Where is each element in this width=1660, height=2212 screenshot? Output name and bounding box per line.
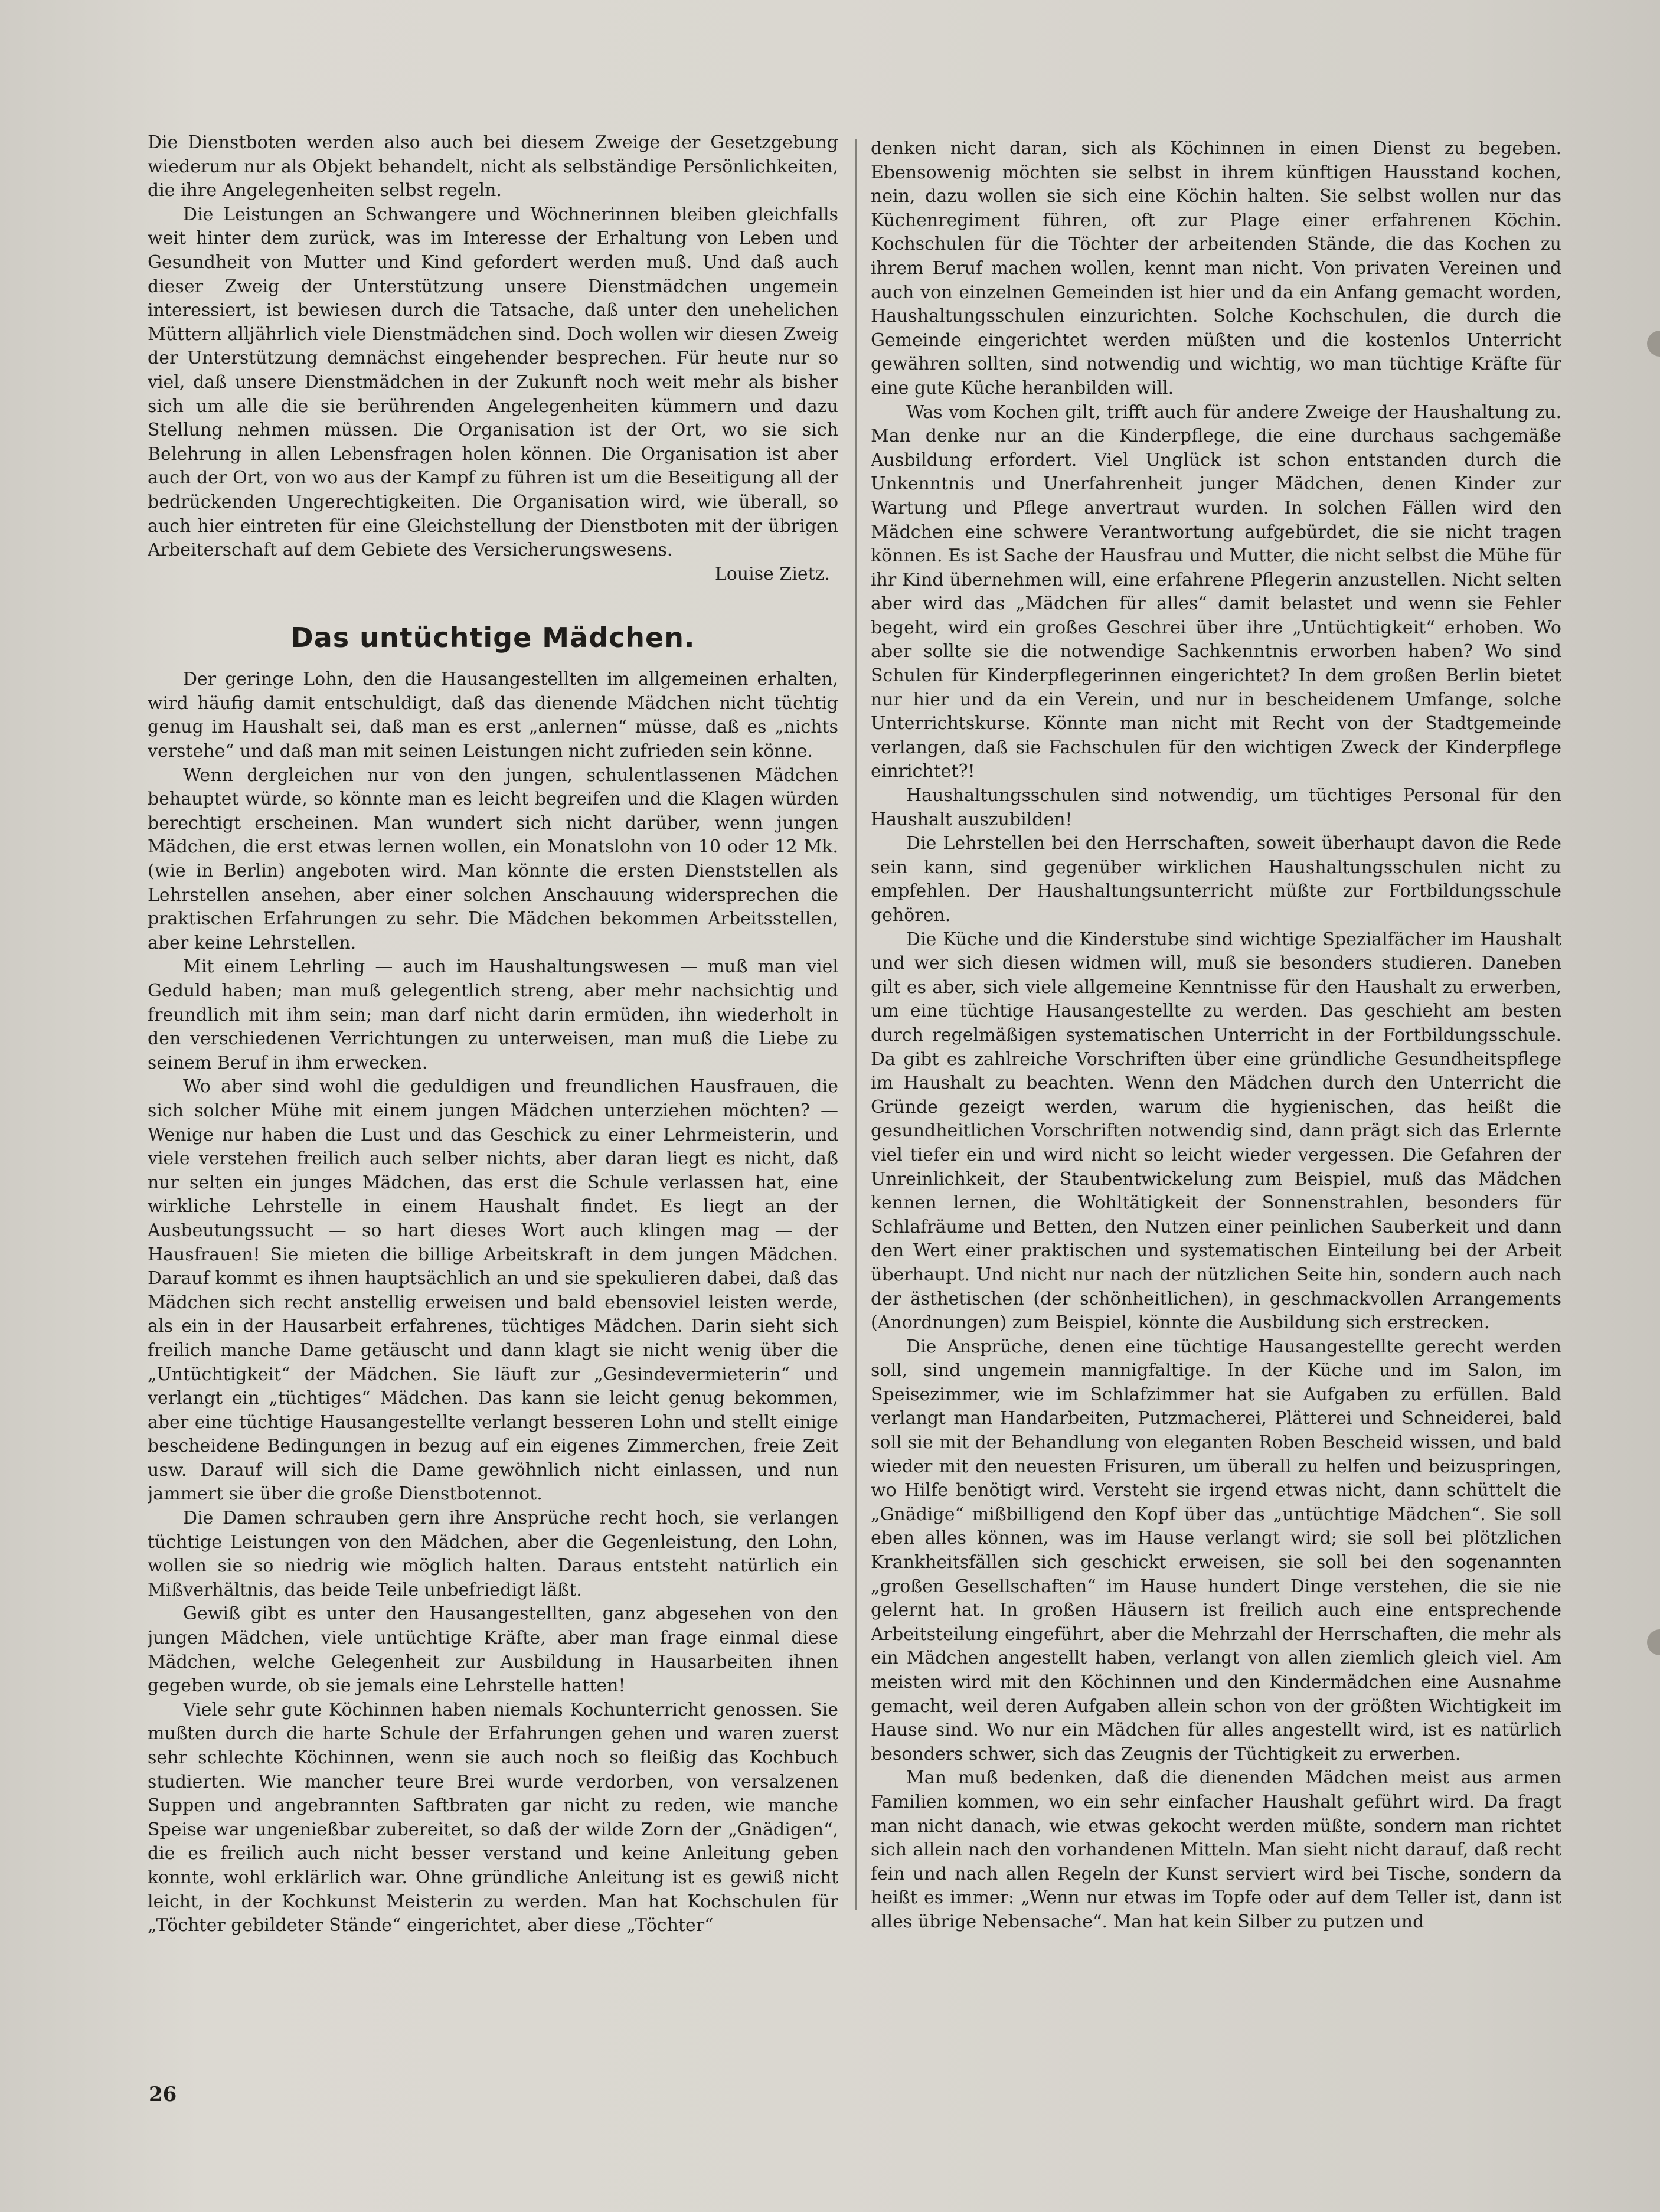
right-paragraph-6: Die Ansprüche, denen eine tüchtige Hausangestellte gerecht werden soll, sind ungemein mannigfaltige. In der Küche und im Salon, im Speisezimmer, wie im Schlafzimmer hat sie Aufgaben zu erfüllen. Bald verlangt man Handarbeiten, Putzmacherei, Plätterei und Schneiderei, bald soll sie mit der Behandlung von eleganten Roben Bescheid wissen, und bald wieder mit den neuesten Frisuren, um überall zu helfen und beizuspringen, wo Hilfe benötigt wird. Versteht sie irgend etwas nicht, dann schüttelt die „Gnädige“ mißbilligend den Kopf über das „untüchtige Mädchen“. Sie soll eben alles können, was im Hause verlangt wird; sie soll bei plötzlichen Krankheitsfällen sich geschickt erweisen, sie soll bei den sogenannten „großen Gesellschaften“ im Hause hundert Dinge verstehen, die sie nie gelernt hat. In großen Häusern ist freilich auch eine entsprechende Arbeitsteilung eingeführt, aber die Mehrzahl der Herrschaften, die mehr als ein Mädchen angestellt haben, verlangt von allen ziemlich gleich viel. Am meisten wird mit den Köchinnen und den Kindermädchen eine Ausnahme gemacht, weil deren Aufgaben allein schon von der größten Wichtigkeit im Hause sind. Wo nur ein Mädchen für alles angestellt wird, ist es natürlich besonders schwer, sich das Zeugnis der Tüchtigkeit zu erwerben. xyxy=(871,1336,1561,1765)
author-signature: Louise Zietz. xyxy=(714,563,830,584)
right-paragraph-1: denken nicht daran, sich als Köchinnen in einen Dienst zu begeben. Ebensowenig möchten sie selbst in ihrem künftigen Hausstand kochen, nein, dazu wollen sie sich eine Köchin halten. Sie selbst wollen nur das Küchenregiment führen, oft zur Plage einer erfahrenen Köchin. Kochschulen für die Töchter der arbeitenden Stände, die das Kochen zu ihrem Beruf machen wollen, kennt man nicht. Von privaten Vereinen und auch von einzelnen Gemeinden ist hier und da ein Anfang gemacht worden, Haushaltungsschulen einzurichten. Solche Kochschulen, die durch die Gemeinde eingerichtet werden müßten und die kostenlos Unterricht gewähren sollten, sind notwendig und wichtig, wo man tüchtige Kräfte für eine gute Küche heranbilden will. xyxy=(871,138,1561,398)
article-heading: Das untüchtige Mädchen. xyxy=(290,622,695,654)
article-paragraph-4: Wo aber sind wohl die geduldigen und freundlichen Hausfrauen, die sich solcher Mühe mit einem jungen Mädchen unterziehen möchten? — Wenige nur haben die Lust und das Geschick zu einer Lehrmeisterin, und viele verstehen freilich auch selber nichts, aber daran liegt es nicht, daß nur selten ein junges Mädchen, das erst die Schule verlassen hat, eine wirkliche Lehrstelle in einem Haushalt findet. Es liegt an der Ausbeutungssucht — so hart dieses Wort auch klingen mag — der Hausfrauen! Sie mieten die billige Arbeitskraft in dem jungen Mädchen. Darauf kommt es ihnen hauptsächlich an und sie spekulieren dabei, daß das Mädchen sich recht anstellig erweisen und bald ebensoviel leisten werde, als ein in der Hausarbeit erfahrenes, tüchtiges Mädchen. Darin sieht sich freilich manche Dame getäuscht und dann klagt sie nicht wenig über die „Untüchtigkeit“ der Mädchen. Sie läuft zur „Gesindevermieterin“ und verlangt ein „tüchtiges“ Mädchen. Das kann sie leicht genug bekommen, aber eine tüchtige Hausangestellte verlangt besseren Lohn und stellt einige bescheidene Bedingungen in bezug auf ein eigenes Zimmerchen, freie Zeit usw. Darauf will sich die Dame gewöhnlich nicht einlassen, und nun jammert sie über die große Dienstbotennot. xyxy=(148,1076,838,1505)
left-column xyxy=(148,131,838,2100)
article-paragraph-5: Die Damen schrauben gern ihre Ansprüche recht hoch, sie verlangen tüchtige Leistungen von den Mädchen, aber die Gegenleistung, den Lohn, wollen sie so niedrig wie möglich halten. Daraus entsteht natürlich ein Mißverhältnis, das beide Teile unbefriedigt läßt. xyxy=(148,1508,838,1600)
intro-paragraph-2: Die Leistungen an Schwangere und Wöchnerinnen bleiben gleichfalls weit hinter dem zurück, was im Interesse der Erhaltung von Leben und Gesundheit von Mutter und Kind gefordert werden muß. Und daß auch dieser Zweig der Unterstützung unsere Dienstmädchen ungemein interessiert, ist bewiesen durch die Tatsache, daß unter den unehelichen Müttern alljährlich viele Dienstmädchen sind. Doch wollen wir diesen Zweig der Unterstützung demnächst eingehender besprechen. Für heute nur so viel, daß unsere Dienstmädchen in der Zukunft noch weit mehr als bisher sich um alle die sie berührenden Angelegenheiten kümmern und dazu Stellung nehmen müssen. Die Organisation ist der Ort, wo sie sich Belehrung in allen Lebensfragen holen können. Die Organisation ist aber auch der Ort, von wo aus der Kampf zu führen ist um die Beseitigung all der bedrückenden Ungerechtigkeiten. Die Organisation wird, wie überall, so auch hier eintreten für eine Gleichstellung der Dienstboten mit der übrigen Arbeiterschaft auf dem Gebiete des Versicherungswesens. xyxy=(148,204,838,561)
binding-hole xyxy=(1647,1629,1660,1655)
article-paragraph-2: Wenn dergleichen nur von den jungen, schulentlassenen Mädchen behauptet würde, so könnte man es leicht begreifen und die Klagen würden berechtigt erscheinen. Man wundert sich nicht darüber, wenn jungen Mädchen, die erst etwas lernen wollen, ein Monatslohn von 10 oder 12 Mk. (wie in Berlin) angeboten wird. Man könnte die ersten Dienststellen als Lehrstellen ansehen, aber einer solchen Anschauung widersprechen die praktischen Erfahrungen zu sehr. Die Mädchen bekommen Arbeitsstellen, aber keine Lehrstellen. xyxy=(148,764,838,953)
article-paragraph-7: Viele sehr gute Köchinnen haben niemals Kochunterricht genossen. Sie mußten durch die harte Schule der Erfahrungen gehen und waren zuerst sehr schlechte Köchinnen, wenn sie auch noch so fleißig das Kochbuch studierten. Wie mancher teure Brei wurde verdorben, von versalzenen Suppen und angebrannten Saftbraten gar nicht zu reden, wie manche Speise war ungenießbar zubereitet, so daß der wilde Zorn der „Gnädigen“, die es freilich auch nicht besser verstand und keine Anleitung geben konnte, wohl erklärlich war. Ohne gründliche Anleitung ist es gewiß nicht leicht, in der Kochkunst Meisterin zu werden. Man hat Kochschulen für „Töchter gebildeter Stände“ eingerichtet, aber diese „Töchter“ xyxy=(148,1699,838,1936)
right-paragraph-4: Die Lehrstellen bei den Herrschaften, soweit überhaupt davon die Rede sein kann, sind gegenüber wirklichen Haushaltungsschulen nicht zu empfehlen. Der Haushaltungsunterricht müßte zur Fortbildungsschule gehören. xyxy=(871,833,1561,926)
right-paragraph-7: Man muß bedenken, daß die dienenden Mädchen meist aus armen Familien kommen, wo ein sehr einfacher Haushalt geführt wird. Da fragt man nicht danach, wie etwas gekocht werden müßte, sondern man richtet sich allein nach den vorhandenen Mitteln. Man sieht nicht darauf, daß recht fein und nach allen Regeln der Kunst serviert wird bei Tische, sondern da heißt es immer: „Wenn nur etwas im Topfe oder auf dem Teller ist, dann ist alles übrige Nebensache“. Man hat kein Silber zu putzen und xyxy=(871,1767,1561,1932)
article-paragraph-3: Mit einem Lehrling — auch im Haushaltungswesen — muß man viel Geduld haben; man muß gelegentlich streng, aber mehr nachsichtig und freundlich mit ihm sein; man darf nicht darin ermüden, ihn wiederholt in den verschiedenen Verrichtungen zu unterweisen, man muß die Liebe zu seinem Beruf in ihm erwecken. xyxy=(148,956,838,1073)
article-paragraph-1: Der geringe Lohn, den die Hausangestellten im allgemeinen erhalten, wird häufig damit entschuldigt, daß das dienende Mädchen nicht tüchtig genug im Haushalt sei, daß man es erst „anlernen“ müsse, daß es „nichts verstehe“ und daß man mit seinen Leistungen nicht zufrieden sein könne. xyxy=(148,669,838,762)
binding-hole xyxy=(1647,331,1660,357)
page-number: 26 xyxy=(149,2083,177,2106)
intro-paragraph-1: Die Dienstboten werden also auch bei diesem Zweige der Gesetzgebung wiederum nur als Objekt behandelt, nicht als selbständige Persönlichkeiten, die ihre Angelegenheiten selbst regeln. xyxy=(148,132,838,201)
right-column xyxy=(871,137,1561,2100)
article-paragraph-6: Gewiß gibt es unter den Hausangestellten, ganz abgesehen von den jungen Mädchen, viele untüchtige Kräfte, aber man frage einmal diese Mädchen, welche Gelegenheit zur Ausbildung in Hausarbeiten ihnen gegeben wurde, ob sie jemals eine Lehrstelle hatten! xyxy=(148,1603,838,1697)
column-divider xyxy=(855,139,857,1910)
right-paragraph-3: Haushaltungsschulen sind notwendig, um tüchtiges Personal für den Haushalt auszubilden! xyxy=(871,785,1561,830)
right-paragraph-2: Was vom Kochen gilt, trifft auch für andere Zweige der Haushaltung zu. Man denke nur an die Kinderpflege, die eine durchaus sachgemäße Ausbildung erfordert. Viel Unglück ist schon entstanden durch die Unkenntnis und Unerfahrenheit junger Mädchen, denen Kinder zur Wartung und Pflege anvertraut wurden. In solchen Fällen wird den Mädchen eine schwere Verantwortung aufgebürdet, die sie nicht tragen können. Es ist Sache der Hausfrau und Mutter, die nicht selbst die Mühe für ihr Kind übernehmen will, eine erfahrene Pflegerin anzustellen. Nicht selten aber wird das „Mädchen für alles“ damit belastet und wenn sie Fehler begeht, wird ein großes Geschrei über ihre „Untüchtigkeit“ erhoben. Wo aber sollte sie die notwendige Sachkenntnis erworben haben? Wo sind Schulen für Kinderpflegerinnen eingerichtet? In dem großen Berlin bietet nur hier und da ein Verein, und nur in bescheidenem Umfange, solche Unterrichtskurse. Könnte man nicht mit Recht von der Stadtgemeinde verlangen, daß sie Fachschulen für den wichtigen Zweck der Kinderpflege einrichtet?! xyxy=(871,401,1561,782)
right-paragraph-5: Die Küche und die Kinderstube sind wichtige Spezialfächer im Haushalt und wer sich diesen widmen will, muß sie besonders studieren. Daneben gilt es aber, sich viele allgemeine Kenntnisse für den Haushalt zu erwerben, um eine tüchtige Hausangestellte zu werden. Das geschieht am besten durch regelmäßigen systematischen Unterricht in der Fortbildungsschule. Da gibt es zahlreiche Vorschriften über eine gründliche Gesundheitspflege im Haushalt zu beachten. Wenn den Mädchen durch den Unterricht die Gründe gezeigt werden, warum die hygienischen, das heißt die gesundheitlichen Vorschriften notwendig sind, dann prägt sich das Erlernte viel tiefer ein und wird nicht so leicht wieder vergessen. Die Gefahren der Unreinlichkeit, der Staubentwickelung zum Beispiel, muß das Mädchen kennen lernen, die Wohltätigkeit der Sonnenstrahlen, besonders für Schlafräume und Betten, den Nutzen einer peinlichen Sauberkeit und dann den Wert einer praktischen und systematischen Einteilung bei der Arbeit überhaupt. Und nicht nur nach der nützlichen Seite hin, sondern auch nach der ästhetischen (der schönheitlichen), in geschmackvollen Arrangements (Anordnungen) zum Beispiel, könnte die Ausbildung sich erstrecken. xyxy=(871,929,1561,1334)
